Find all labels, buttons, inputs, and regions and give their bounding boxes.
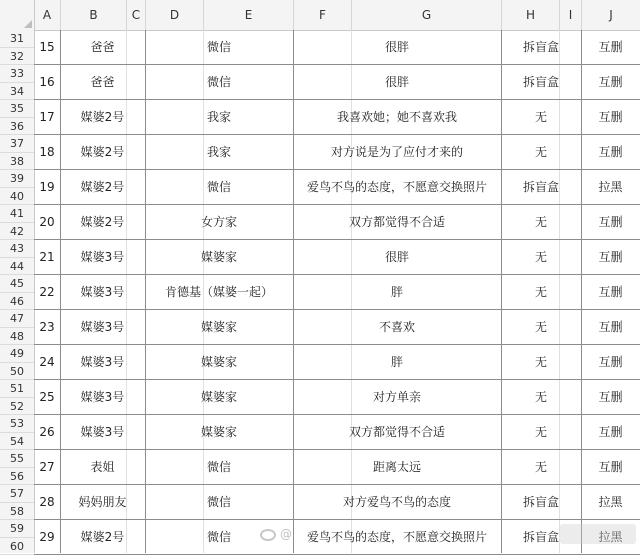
cell-place[interactable]: 微信	[145, 65, 293, 100]
cell-number[interactable]: 18	[34, 135, 60, 170]
cell-reason[interactable]: 很胖	[293, 30, 501, 65]
column-header-f[interactable]: F	[294, 0, 352, 30]
row-header[interactable]: 57	[0, 485, 34, 503]
row-header[interactable]: 48	[0, 328, 34, 346]
row-header[interactable]: 60	[0, 538, 34, 555]
cell-reason[interactable]: 对方爱鸟不鸟的态度	[293, 485, 501, 520]
row-header[interactable]: 49	[0, 345, 34, 363]
cell-number[interactable]: 23	[34, 310, 60, 345]
row-header[interactable]: 37	[0, 135, 34, 153]
row-header[interactable]: 42	[0, 223, 34, 241]
cell-gift[interactable]: 无	[501, 275, 581, 310]
cell-number[interactable]: 22	[34, 275, 60, 310]
table-row	[34, 450, 640, 485]
table-row	[34, 65, 640, 100]
table-row	[34, 275, 640, 310]
cell-reason[interactable]: 爱鸟不鸟的态度，不愿意交换照片	[293, 170, 501, 205]
cell-gift[interactable]: 拆盲盒	[501, 30, 581, 65]
cell-gift[interactable]: 拆盲盒	[501, 485, 581, 520]
row-header[interactable]: 47	[0, 310, 34, 328]
column-header-b[interactable]: B	[61, 0, 127, 30]
cell-result[interactable]: 互删	[581, 450, 640, 485]
cell-number[interactable]: 26	[34, 415, 60, 450]
row-header[interactable]: 51	[0, 380, 34, 398]
cell-result[interactable]: 互删	[581, 100, 640, 135]
cell-place[interactable]: 微信	[145, 450, 293, 485]
cell-reason[interactable]: 不喜欢	[293, 310, 501, 345]
cell-place[interactable]: 媒婆家	[145, 415, 293, 450]
cell-number[interactable]: 24	[34, 345, 60, 380]
cell-place[interactable]: 我家	[145, 100, 293, 135]
table-row	[34, 205, 640, 240]
column-header-d[interactable]: D	[146, 0, 204, 30]
row-header[interactable]: 43	[0, 240, 34, 258]
cell-introducer[interactable]: 表姐	[60, 450, 145, 485]
table-row	[34, 485, 640, 520]
cell-result[interactable]: 拉黑	[581, 170, 640, 205]
cell-number[interactable]: 27	[34, 450, 60, 485]
weibo-logo-icon	[260, 529, 276, 541]
cell-result[interactable]: 互删	[581, 135, 640, 170]
row-header[interactable]: 56	[0, 468, 34, 486]
cell-introducer[interactable]: 媒婆3号	[60, 345, 145, 380]
cell-place[interactable]: 微信	[145, 520, 293, 555]
row-header[interactable]: 45	[0, 275, 34, 293]
cell-introducer[interactable]: 媒婆3号	[60, 240, 145, 275]
table-row	[34, 380, 640, 415]
cell-gift[interactable]: 无	[501, 135, 581, 170]
cell-gift[interactable]: 无	[501, 380, 581, 415]
table-row	[34, 100, 640, 135]
data-grid	[34, 30, 640, 553]
cell-introducer[interactable]: 媒婆3号	[60, 310, 145, 345]
cell-reason[interactable]: 双方都觉得不合适	[293, 205, 501, 240]
cell-result[interactable]: 拉黑	[581, 485, 640, 520]
cell-place[interactable]: 肯德基（媒婆一起）	[145, 275, 293, 310]
cell-reason[interactable]: 爱鸟不鸟的态度，不愿意交换照片	[293, 520, 501, 555]
cell-number[interactable]: 15	[34, 30, 60, 65]
table-row	[34, 135, 640, 170]
cell-result[interactable]: 互删	[581, 240, 640, 275]
row-header-column	[0, 30, 35, 553]
row-header[interactable]: 46	[0, 293, 34, 311]
table-row	[34, 240, 640, 275]
cell-place[interactable]: 媒婆家	[145, 240, 293, 275]
cell-reason[interactable]: 距离太远	[293, 450, 501, 485]
table-row	[34, 30, 640, 65]
column-header-bar	[0, 0, 640, 31]
column-header-e[interactable]: E	[204, 0, 294, 30]
column-header-h[interactable]: H	[502, 0, 560, 30]
cell-result[interactable]: 互删	[581, 380, 640, 415]
cell-result[interactable]: 拉黑	[581, 520, 640, 555]
row-header[interactable]: 33	[0, 65, 34, 83]
row-header[interactable]: 58	[0, 503, 34, 521]
cell-reason[interactable]: 胖	[293, 345, 501, 380]
row-header[interactable]: 40	[0, 188, 34, 206]
cell-introducer[interactable]: 妈妈朋友	[60, 485, 145, 520]
column-header-a[interactable]: A	[34, 0, 61, 30]
cell-result[interactable]: 互删	[581, 345, 640, 380]
row-header[interactable]: 59	[0, 520, 34, 538]
table-row	[34, 170, 640, 205]
row-header[interactable]: 53	[0, 415, 34, 433]
column-header-i[interactable]: I	[560, 0, 582, 30]
cell-gift[interactable]: 无	[501, 100, 581, 135]
column-header-c[interactable]: C	[127, 0, 146, 30]
watermark	[260, 522, 292, 546]
cell-introducer[interactable]: 媒婆3号	[60, 275, 145, 310]
cell-number[interactable]: 29	[34, 520, 60, 555]
cell-result[interactable]: 互删	[581, 275, 640, 310]
cell-introducer[interactable]: 媒婆3号	[60, 380, 145, 415]
cell-introducer[interactable]: 媒婆2号	[60, 520, 145, 555]
cell-gift[interactable]: 无	[501, 205, 581, 240]
cell-reason[interactable]: 双方都觉得不合适	[293, 415, 501, 450]
row-header[interactable]: 50	[0, 363, 34, 381]
cell-gift[interactable]: 拆盲盒	[501, 65, 581, 100]
row-header[interactable]: 35	[0, 100, 34, 118]
cell-introducer[interactable]: 媒婆2号	[60, 205, 145, 240]
row-header[interactable]: 54	[0, 433, 34, 451]
column-header-g[interactable]: G	[352, 0, 502, 30]
cell-number[interactable]: 16	[34, 65, 60, 100]
row-header[interactable]: 44	[0, 258, 34, 276]
cell-place[interactable]: 微信	[145, 30, 293, 65]
cell-result[interactable]: 互删	[581, 205, 640, 240]
row-header[interactable]: 36	[0, 118, 34, 136]
row-header[interactable]: 52	[0, 398, 34, 416]
row-header[interactable]: 39	[0, 170, 34, 188]
cell-introducer[interactable]: 爸爸	[60, 30, 145, 65]
row-header[interactable]: 32	[0, 48, 34, 66]
table-row	[34, 415, 640, 450]
cell-gift[interactable]: 无	[501, 345, 581, 380]
cell-number[interactable]: 28	[34, 485, 60, 520]
cell-number[interactable]: 21	[34, 240, 60, 275]
cell-introducer[interactable]: 媒婆2号	[60, 100, 145, 135]
cell-place[interactable]: 媒婆家	[145, 380, 293, 415]
cell-place[interactable]: 媒婆家	[145, 310, 293, 345]
row-header[interactable]: 41	[0, 205, 34, 223]
cell-reason[interactable]: 很胖	[293, 65, 501, 100]
cell-introducer[interactable]: 爸爸	[60, 65, 145, 100]
cell-number[interactable]: 25	[34, 380, 60, 415]
cell-result[interactable]: 互删	[581, 30, 640, 65]
cell-gift[interactable]: 拆盲盒	[501, 520, 581, 555]
watermark-badge	[560, 524, 636, 544]
cell-reason[interactable]: 对方单亲	[293, 380, 501, 415]
cell-number[interactable]: 17	[34, 100, 60, 135]
cell-result[interactable]: 互删	[581, 310, 640, 345]
cell-number[interactable]: 19	[34, 170, 60, 205]
cell-gift[interactable]: 无	[501, 310, 581, 345]
cell-reason[interactable]: 胖	[293, 275, 501, 310]
cell-gift[interactable]: 无	[501, 240, 581, 275]
table-row	[34, 345, 640, 380]
table-row	[34, 310, 640, 345]
cell-result[interactable]: 互删	[581, 65, 640, 100]
row-header[interactable]: 31	[0, 30, 34, 48]
cell-reason[interactable]: 对方说是为了应付才来的	[293, 135, 501, 170]
cell-gift[interactable]: 无	[501, 450, 581, 485]
column-header-j[interactable]: J	[582, 0, 640, 30]
cell-reason[interactable]: 我喜欢她；她不喜欢我	[293, 100, 501, 135]
select-all-corner[interactable]	[0, 0, 35, 30]
row-header[interactable]: 38	[0, 153, 34, 171]
cell-gift[interactable]: 无	[501, 415, 581, 450]
cell-place[interactable]: 微信	[145, 485, 293, 520]
cell-gift[interactable]: 拆盲盒	[501, 170, 581, 205]
cell-introducer[interactable]: 媒婆2号	[60, 135, 145, 170]
cell-place[interactable]: 我家	[145, 135, 293, 170]
cell-number[interactable]: 20	[34, 205, 60, 240]
row-header[interactable]: 55	[0, 450, 34, 468]
cell-reason[interactable]: 很胖	[293, 240, 501, 275]
cell-place[interactable]: 媒婆家	[145, 345, 293, 380]
cell-introducer[interactable]: 媒婆3号	[60, 415, 145, 450]
watermark-text: @	[280, 527, 292, 541]
row-header[interactable]: 34	[0, 83, 34, 101]
cell-result[interactable]: 互删	[581, 415, 640, 450]
cell-place[interactable]: 女方家	[145, 205, 293, 240]
table-row	[34, 520, 640, 555]
cell-introducer[interactable]: 媒婆2号	[60, 170, 145, 205]
select-all-triangle-icon	[24, 20, 32, 28]
cell-place[interactable]: 微信	[145, 170, 293, 205]
